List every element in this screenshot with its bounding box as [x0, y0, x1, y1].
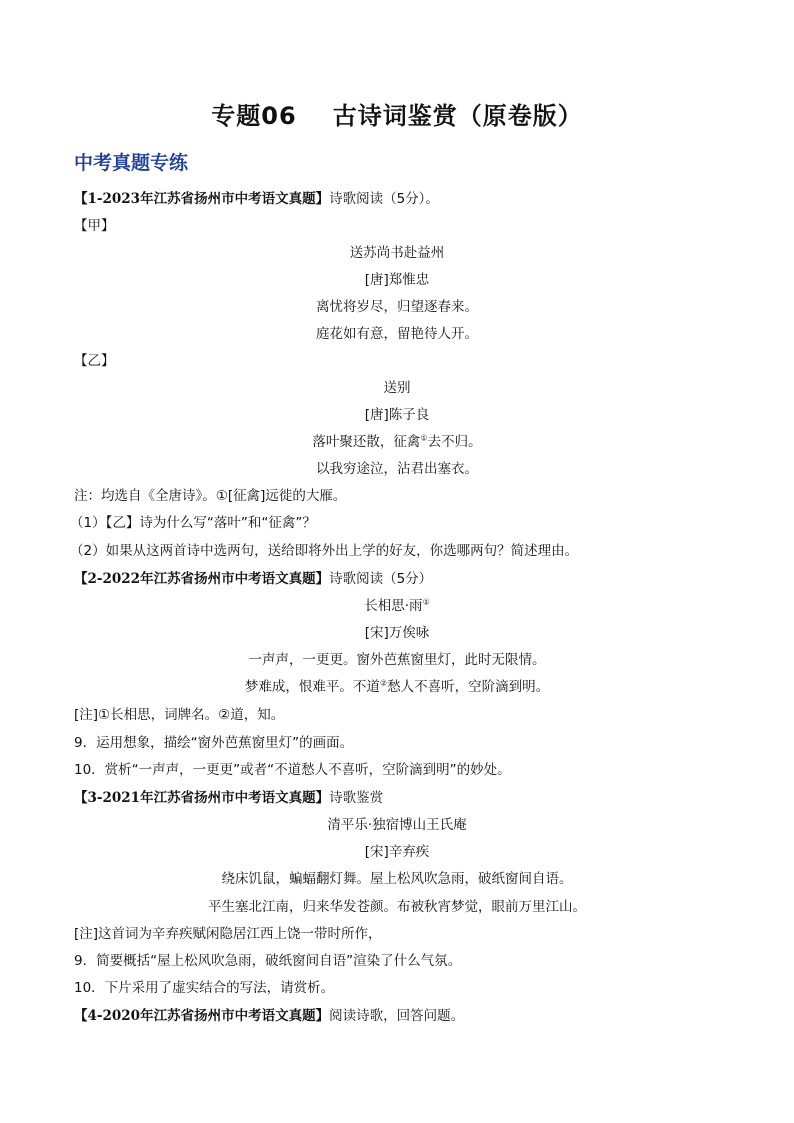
question-2-item-10: 10．赏析“一声声，一更更”或者“不道愁人不喜听，空阶滴到明”的妙处。	[74, 762, 511, 778]
poem-d-author: [宋]辛弃疾	[364, 844, 430, 860]
question-1-header	[74, 190, 439, 208]
poem-a-title: 送苏尚书赴益州	[349, 245, 445, 261]
question-2-header	[74, 570, 432, 588]
question-1-part-1: （1）【乙】诗为什么写“落叶”和“征禽”？	[70, 515, 316, 531]
poem-c-line-text: 愁人不喜听，空阶滴到明。	[387, 679, 550, 695]
question-1-instruction: 诗歌阅读（5分）。	[329, 191, 439, 207]
question-3-source: 【3-2021年江苏省扬州市中考语文真题】	[74, 790, 330, 806]
poem-d-line: 绕床饥鼠，蝙蝠翻灯舞。屋上松风吹急雨，破纸窗间自语。	[221, 871, 573, 887]
poem-label-yi: 【乙】	[74, 353, 115, 369]
poem-a-line: 离忧将岁尽，归望逐春来。	[316, 299, 478, 315]
poem-label-jia: 【甲】	[74, 218, 115, 234]
footnote-marker: ②	[379, 678, 388, 688]
poem-b-line: 以我穷途泣，沾君出塞衣。	[316, 461, 478, 477]
question-1-part-2: （2）如果从这两首诗中选两句，送给即将外出上学的好友，你选哪两句？简述理由。	[70, 543, 579, 559]
question-1-note: 注：均选自《全唐诗》。①[征禽]远徙的大雁。	[74, 488, 347, 504]
page-title	[0, 96, 794, 131]
question-3-instruction: 诗歌鉴赏	[329, 790, 384, 806]
poem-c-line-text: 梦难成，恨难平。不道	[244, 679, 380, 695]
poem-b-title: 送别	[383, 380, 411, 396]
poem-c-line: 一声声，一更更。窗外芭蕉窗里灯，此时无限情。	[248, 652, 546, 668]
question-3-header	[74, 789, 383, 807]
poem-b-line-text: 落叶聚还散，征禽	[312, 434, 421, 450]
poem-c-title	[0, 597, 794, 615]
question-1-source: 【1-2023年江苏省扬州市中考语文真题】	[74, 191, 330, 207]
footnote-marker: ①	[422, 597, 430, 607]
section-heading: 中考真题专练	[74, 152, 189, 174]
poem-c-line	[0, 678, 794, 696]
question-2-source: 【2-2022年江苏省扬州市中考语文真题】	[74, 571, 330, 587]
question-2-note: [注]①长相思，词牌名。②道，知。	[74, 707, 285, 723]
question-4-header	[74, 1007, 464, 1025]
poem-d-title: 清平乐·独宿博山王氏庵	[327, 817, 467, 833]
question-4-source: 【4-2020年江苏省扬州市中考语文真题】	[74, 1008, 330, 1024]
poem-b-author: [唐]陈子良	[364, 407, 430, 423]
footnote-marker: ①	[420, 433, 428, 443]
poem-b-line-text: 去不归。	[427, 434, 482, 450]
poem-c-author: [宋]万俟咏	[364, 625, 430, 641]
poem-a-line: 庭花如有意，留艳待人开。	[316, 326, 478, 342]
poem-b-line	[0, 433, 794, 451]
poem-d-line: 平生塞北江南，归来华发苍颜。布被秋宵梦觉，眼前万里江山。	[208, 899, 586, 915]
question-3-note: [注]这首词为辛弃疾赋闲隐居江西上饶一带时所作，	[74, 926, 382, 942]
title-topic-number: 专题06	[211, 102, 297, 130]
question-4-instruction: 阅读诗歌，回答问题。	[329, 1008, 465, 1024]
question-3-item-9: 9．简要概括“屋上松风吹急雨，破纸窗间自语”渲染了什么气氛。	[74, 953, 462, 969]
question-2-instruction: 诗歌阅读（5分）	[329, 571, 433, 587]
poem-c-title-text: 长相思·雨	[364, 598, 423, 614]
question-3-item-10: 10．下片采用了虚实结合的写法，请赏析。	[74, 980, 335, 996]
question-2-item-9: 9．运用想象，描绘“窗外芭蕉窗里灯”的画面。	[74, 735, 354, 751]
title-topic-name: 古诗词鉴赏（原卷版）	[332, 102, 583, 130]
poem-a-author: [唐]郑惟忠	[364, 272, 430, 288]
